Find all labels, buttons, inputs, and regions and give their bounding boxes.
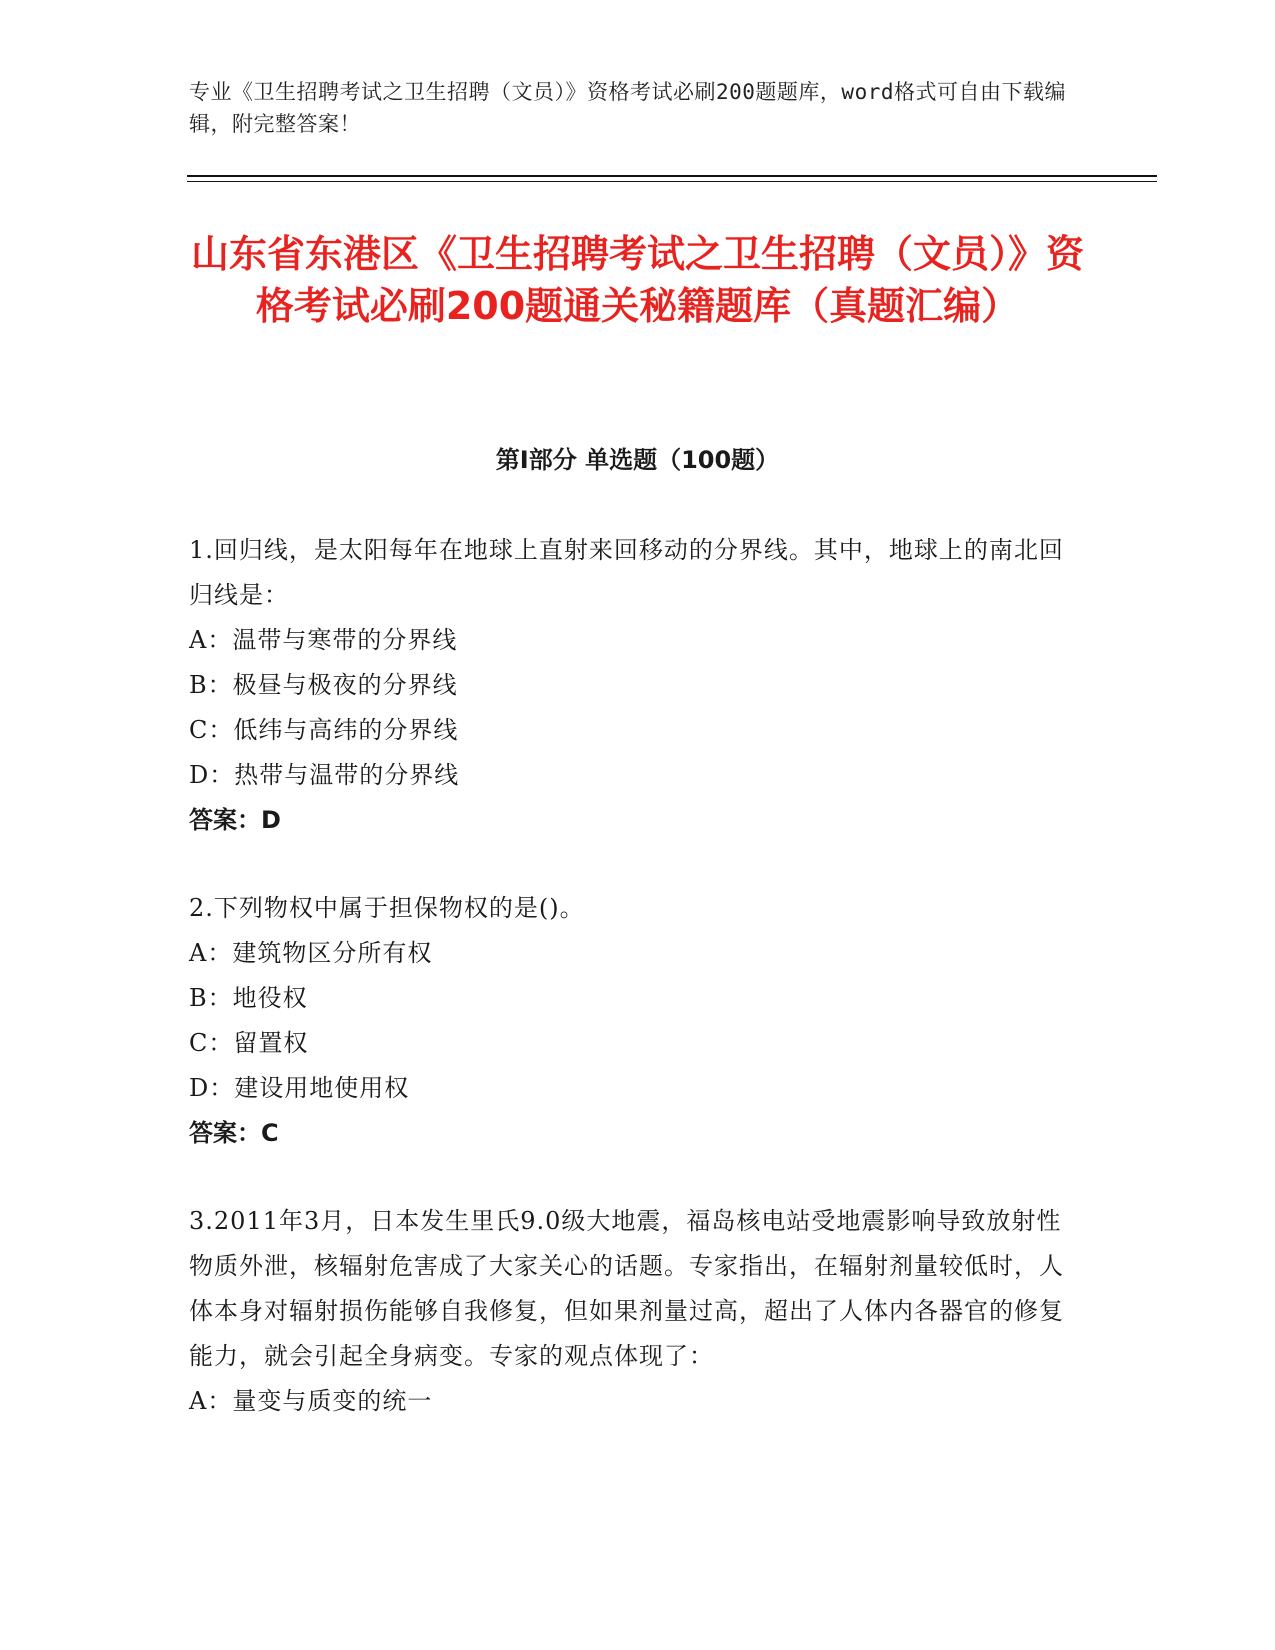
header-divider-thick (187, 175, 1157, 177)
question-stem: 3.2011年3月，日本发生里氏9.0级大地震，福岛核电站受地震影响导致放射性物质外泄，核辐射危害成了大家关心的话题。专家指出，在辐射剂量较低时，人体本身对辐射损伤能够自我修复，但如果剂量过高，超出了人体内各器官的修复能力，就会引起全身病变。专家的观点体现了： (189, 1207, 1064, 1370)
question-stem: 1.回归线，是太阳每年在地球上直射来回移动的分界线。其中，地球上的南北回归线是： (189, 536, 1064, 609)
option-b: B：极昼与极夜的分界线 (189, 671, 458, 699)
header-divider-thin (187, 181, 1157, 182)
option-a: A：温带与寒带的分界线 (189, 626, 458, 654)
question-1 (189, 528, 1069, 843)
section-title: 第I部分 单选题（100题） (495, 446, 780, 474)
questions-area (189, 528, 1069, 1467)
option-a: A：建筑物区分所有权 (189, 939, 433, 967)
document-title: 山东省东港区《卫生招聘考试之卫生招聘（文员）》资格考试必刷200题通关秘籍题库（真题汇编） (190, 232, 1084, 328)
question-2 (189, 886, 1069, 1156)
question-stem: 2.下列物权中属于担保物权的是()。 (189, 894, 585, 922)
question-3 (189, 1199, 1069, 1424)
option-a: A：量变与质变的统一 (189, 1387, 433, 1415)
option-d: D：热带与温带的分界线 (189, 761, 460, 789)
answer: 答案：C (189, 1119, 279, 1147)
option-d: D：建设用地使用权 (189, 1074, 410, 1102)
option-c: C：低纬与高纬的分界线 (189, 716, 459, 744)
header-note: 专业《卫生招聘考试之卫生招聘（文员）》资格考试必刷200题题库，word格式可自由下载编辑，附完整答案！ (189, 80, 1066, 136)
option-b: B：地役权 (189, 984, 308, 1012)
option-c: C：留置权 (189, 1029, 309, 1057)
answer: 答案：D (189, 806, 281, 834)
